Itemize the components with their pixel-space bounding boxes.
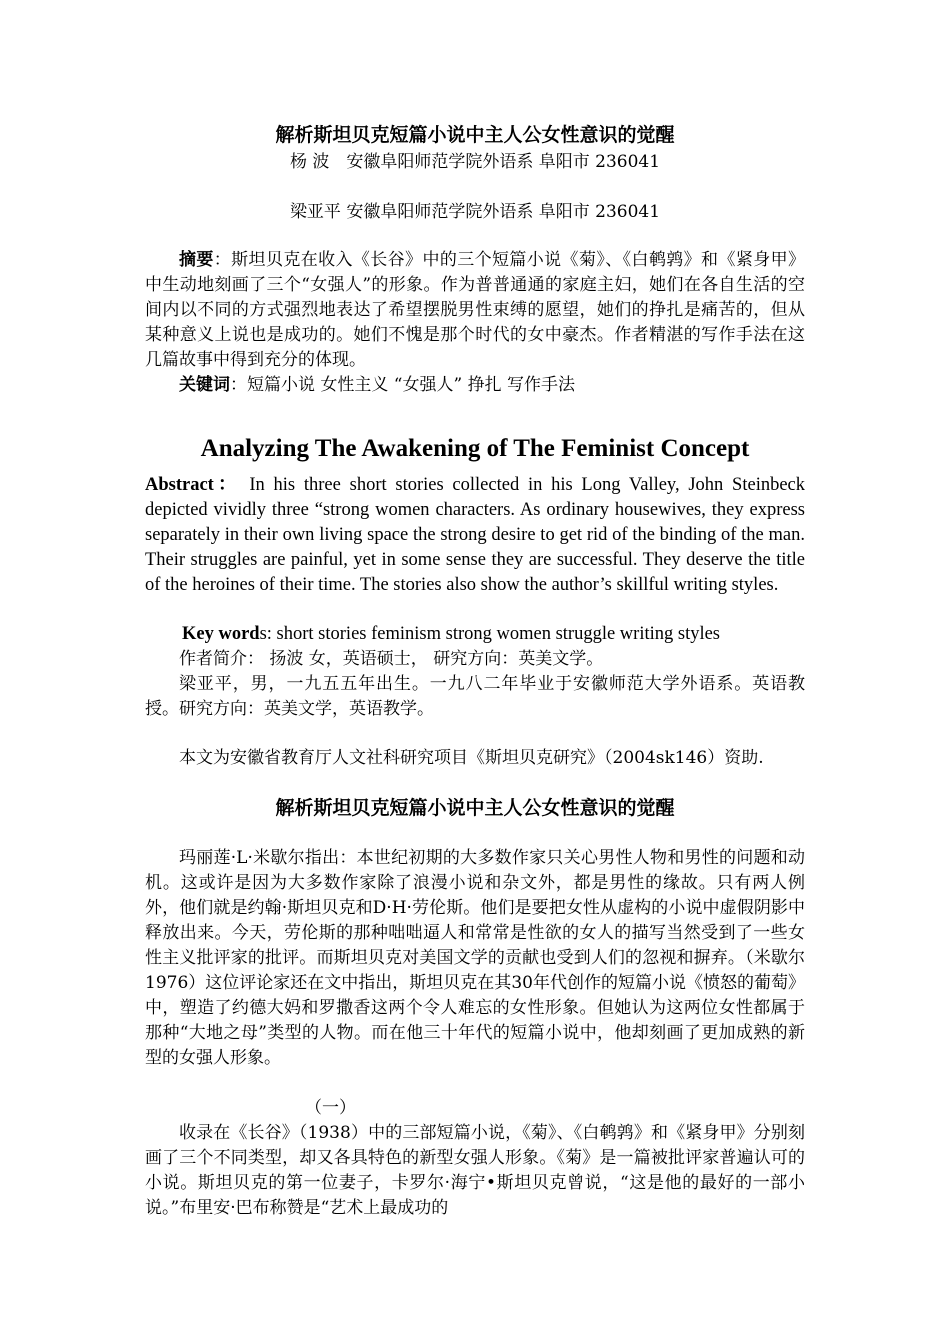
keywords-cn-text: 短篇小说 女性主义 “女强人” 挣扎 写作手法 (247, 375, 575, 395)
section-title-cn: 解析斯坦贝克短篇小说中主人公女性意识的觉醒 (275, 797, 675, 819)
keywords-cn-label: 关键词 (179, 375, 230, 395)
abstract-cn-label: 摘要 (179, 250, 214, 270)
paper-title-en: Analyzing The Awakening of The Feminist Concept (200, 435, 750, 462)
paper-title-cn: 解析斯坦贝克短篇小说中主人公女性意识的觉醒 (275, 124, 675, 146)
author-affiliation-1: 杨 波 安徽阜阳师范学院外语系 阜阳市 236041 (289, 152, 661, 172)
abstract-en-label: Abstract： (145, 475, 241, 495)
keywords-cn-colon: ： (230, 375, 247, 395)
keywords-en (145, 622, 805, 647)
abstract-en (145, 473, 805, 598)
author-affiliation-2: 梁亚平 安徽阜阳师范学院外语系 阜阳市 236041 (289, 202, 661, 222)
abstract-en-text: In his three short stories collected in his Long Valley, John Steinbeck depicted vividly three “strong women characters. As ordinary housewives, they express separately in their own living space the strong desire to get rid of the binding of the man. Their struggles are painful, yet in some sense they are successful. They deserve the title of the heroines of their time. The stories also show the author’s skillful writing styles. (145, 475, 806, 595)
section-marker: （一） (305, 1098, 356, 1118)
funding-note: 本文为安徽省教育厅人文社科研究项目《斯坦贝克研究》（2004sk146）资助. (179, 748, 764, 768)
keywords-en-label: Key word (182, 624, 260, 644)
abstract-cn-colon: ： (213, 250, 232, 270)
body-paragraph-1: 玛丽莲·L·米歇尔指出：本世纪初期的大多数作家只关心男性人物和男性的问题和动机。这或许是因为大多数作家除了浪漫小说和杂文外，都是男性的缘故。只有两人例外，他们就是约翰·斯坦贝克和D·H·劳伦斯。他们是要把女性从虚构的小说中虚假阴影中释放出来。今天，劳伦斯的那种咄咄逼人和常常是性欲的女人的描写当然受到了一些女性主义批评家的批评。而斯坦贝克对美国文学的贡献也受到人们的忽视和摒弃。（米歇尔1976）这位评论家还在文中指出，斯坦贝克在其30年代创作的短篇小说《愤怒的葡萄》中，塑造了约德大妈和罗撒香这两个令人难忘的女性形象。但她认为这两位女性都属于那种“大地之母”类型的人物。而在他三十年代的短篇小说中，他却刻画了更加成熟的新型的女强人形象。 (145, 848, 805, 1068)
keywords-cn (145, 373, 805, 398)
keywords-en-text: : short stories feminism strong women struggle writing styles (266, 624, 721, 644)
author-bio-1: 作者简介： 扬波 女，英语硕士， 研究方向：英美文学。 (179, 649, 604, 669)
author-bio-2: 梁亚平，男，一九五五年出生。一九八二年毕业于安徽师范大学外语系。英语教授。研究方向：英美文学，英语教学。 (145, 674, 805, 719)
abstract-cn-text: 斯坦贝克在收入《长谷》中的三个短篇小说《菊》、《白鹌鹑》和《紧身甲》中生动地刻画了三个“女强人”的形象。作为普普通通的家庭主妇，她们在各自生活的空间内以不同的方式强烈地表达了希望摆脱男性束缚的愿望，她们的挣扎是痛苦的，但从某种意义上说也是成功的。她们不愧是那个时代的女中豪杰。作者精湛的写作手法在这几篇故事中得到充分的体现。 (145, 250, 806, 370)
body-paragraph-2: 收录在《长谷》（1938）中的三部短篇小说，《菊》、《白鹌鹑》和《紧身甲》分别刻画了三个不同类型，却又各具特色的新型女强人形象。《菊》是一篇被批评家普遍认可的小说。斯坦贝克的第一位妻子，卡罗尔·海宁•斯坦贝克曾说，“这是他的最好的一部小说。”布里安·巴布称赞是“艺术上最成功的 (145, 1123, 805, 1218)
keywords-en-label-suffix: s (259, 624, 267, 644)
abstract-cn (145, 248, 805, 373)
